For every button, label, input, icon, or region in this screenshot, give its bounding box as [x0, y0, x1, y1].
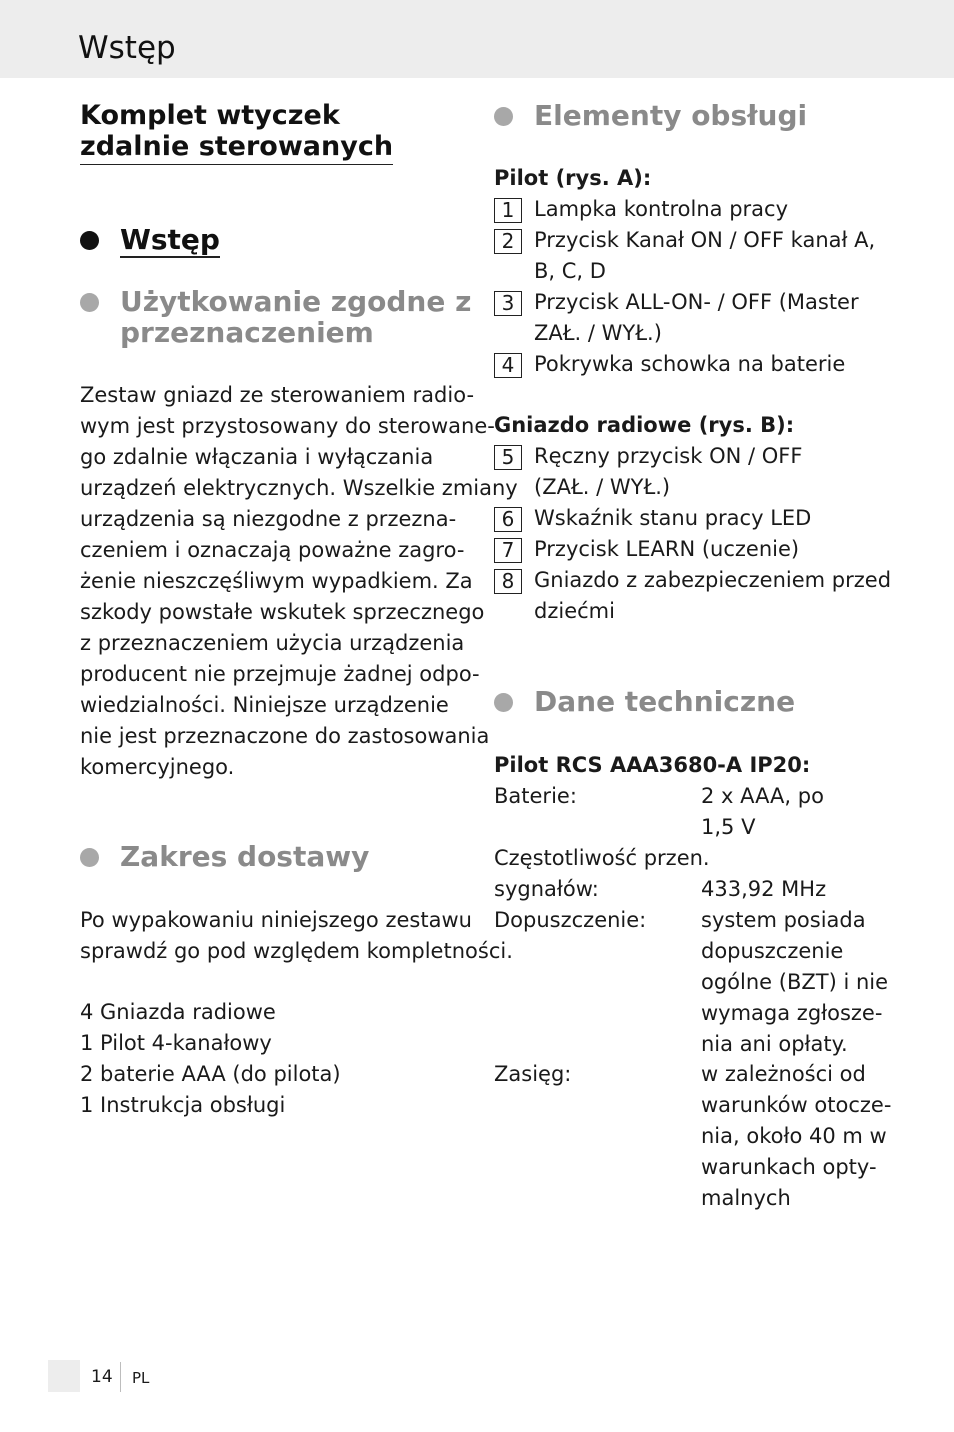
spec-value-line: warunkach opty-	[701, 1155, 877, 1179]
part-number-box: 4	[494, 353, 522, 378]
bullet-dot-icon	[80, 231, 99, 250]
part-number-box: 6	[494, 507, 522, 532]
paragraph-line: sprawdź go pod względem kompletności.	[80, 939, 513, 963]
section-heading-tech	[494, 686, 894, 722]
section-heading-scope	[80, 841, 460, 877]
paragraph-line: żenie nieszczęśliwym wypadkiem. Za	[80, 569, 473, 593]
spec-value-line: wymaga zgłosze-	[701, 1001, 883, 1025]
section-heading-tech-text: Dane techniczne	[534, 685, 796, 718]
part-label: Gniazdo z zabezpieczeniem przed	[534, 568, 892, 592]
spec-value-line: 1,5 V	[701, 815, 756, 839]
paragraph-line: go zdalnie włączania i wyłączania	[80, 445, 434, 469]
section-heading-intended-use	[80, 285, 472, 350]
spec-value-line: system posiada	[701, 908, 866, 932]
part-label: Lampka kontrolna pracy	[534, 197, 789, 221]
spec-value-line: dopuszczenie	[701, 939, 844, 963]
spec-value-line: 2 x AAA, po	[701, 784, 824, 808]
spec-value-line: malnych	[701, 1186, 791, 1210]
part-number-box: 7	[494, 538, 522, 563]
spec-value	[701, 1059, 891, 1214]
product-title-line1: Komplet wtyczek	[80, 100, 340, 131]
spec-value	[701, 781, 824, 843]
paragraph-line: producent nie przejmuje żadnej odpo-	[80, 662, 480, 686]
spec-label: Dopuszczenie:	[494, 908, 647, 932]
spec-value-line: w zależności od	[701, 1062, 866, 1086]
list-item	[494, 565, 894, 627]
list-item: 1 Pilot 4-kanałowy	[80, 1031, 272, 1055]
language-code: PL	[132, 1369, 150, 1387]
spec-value: 433,92 MHz	[701, 877, 827, 901]
paragraph-line: urządzeń elektrycznych. Wszelkie zmiany	[80, 476, 518, 500]
spec-label: Zasięg:	[494, 1062, 572, 1086]
paragraph-line: z przeznaczeniem użycia urządzenia	[80, 631, 465, 655]
part-number-box: 3	[494, 291, 522, 316]
scope-list	[80, 997, 462, 1121]
paragraph-line: wiedzialności. Niniejsze urządzenie	[80, 693, 449, 717]
section-heading-controls-text: Elementy obsługi	[534, 99, 808, 132]
page-number: 14	[91, 1367, 113, 1387]
paragraph-line: urządzenia są niezgodne z przezna-	[80, 507, 457, 531]
product-title	[80, 100, 393, 165]
list-item: 2 baterie AAA (do pilota)	[80, 1062, 341, 1086]
intended-use-paragraph	[80, 380, 518, 783]
spec-value-line: nia, około 40 m w	[701, 1124, 887, 1148]
part-label: Przycisk Kanał ON / OFF kanał A,	[534, 228, 876, 252]
paragraph-line: Zestaw gniazd ze sterowaniem radio-	[80, 383, 475, 407]
paragraph-line: szkody powstałe wskutek sprzecznego	[80, 600, 485, 624]
paragraph-line: czeniem i oznaczają poważne zagro-	[80, 538, 465, 562]
paragraph-line: nie jest przeznaczone do zastosowania	[80, 724, 490, 748]
spec-label: Baterie:	[494, 784, 577, 808]
list-item	[494, 534, 894, 565]
part-label: Wskaźnik stanu pracy LED	[534, 506, 812, 530]
paragraph-line: komercyjnego.	[80, 755, 235, 779]
part-label: Ręczny przycisk ON / OFF	[534, 444, 803, 468]
part-number-box: 1	[494, 198, 522, 223]
remote-parts-list	[494, 194, 894, 380]
section-heading-intro	[80, 224, 460, 260]
list-item: 4 Gniazda radiowe	[80, 1000, 276, 1024]
list-item: 1 Instrukcja obsługi	[80, 1093, 286, 1117]
footer-box	[48, 1360, 80, 1392]
list-item	[494, 503, 894, 534]
footer-divider	[120, 1362, 121, 1392]
bullet-dot-icon	[80, 848, 99, 867]
bullet-dot-icon	[80, 293, 99, 312]
remote-heading: Pilot (rys. A):	[494, 166, 652, 190]
spec-value-line: nia ani opłaty.	[701, 1032, 848, 1056]
tech-heading: Pilot RCS AAA3680-A IP20:	[494, 753, 811, 777]
bullet-dot-icon	[494, 107, 513, 126]
list-item	[494, 349, 894, 380]
section-heading-scope-text: Zakres dostawy	[120, 840, 370, 873]
spec-value-line: ogólne (BZT) i nie	[701, 970, 889, 994]
list-item	[494, 225, 894, 287]
part-label: B, C, D	[534, 259, 606, 283]
section-heading-intro-text: Wstęp	[120, 223, 220, 256]
section-heading-controls	[494, 100, 894, 136]
list-item	[494, 287, 894, 349]
section-heading-intended-use-line1: Użytkowanie zgodne z	[120, 285, 472, 318]
spec-value-line: warunków otocze-	[701, 1093, 892, 1117]
part-label: dziećmi	[534, 599, 615, 623]
list-item	[494, 194, 894, 225]
page-header-title: Wstęp	[78, 30, 176, 66]
paragraph-line: Po wypakowaniu niniejszego zestawu	[80, 908, 472, 932]
spec-label-line: Częstotliwość przen.	[494, 846, 710, 870]
part-number-box: 5	[494, 445, 522, 470]
bullet-dot-icon	[494, 693, 513, 712]
part-number-box: 8	[494, 569, 522, 594]
scope-paragraph	[80, 905, 513, 967]
socket-parts-list	[494, 441, 894, 627]
spec-value	[701, 905, 888, 1060]
spec-label-line: sygnałów:	[494, 877, 599, 901]
paragraph-line: wym jest przystosowany do sterowane-	[80, 414, 495, 438]
product-title-line2: zdalnie sterowanych	[80, 131, 394, 162]
part-label: (ZAŁ. / WYŁ.)	[534, 475, 671, 499]
part-label: Pokrywka schowka na baterie	[534, 352, 846, 376]
socket-heading: Gniazdo radiowe (rys. B):	[494, 413, 795, 437]
part-label: Przycisk LEARN (uczenie)	[534, 537, 800, 561]
section-heading-intended-use-line2: przeznaczeniem	[120, 316, 374, 349]
spec-label	[494, 843, 710, 905]
part-number-box: 2	[494, 229, 522, 254]
part-label: Przycisk ALL-ON- / OFF (Master	[534, 290, 859, 314]
part-label: ZAŁ. / WYŁ.)	[534, 321, 662, 345]
list-item	[494, 441, 894, 503]
